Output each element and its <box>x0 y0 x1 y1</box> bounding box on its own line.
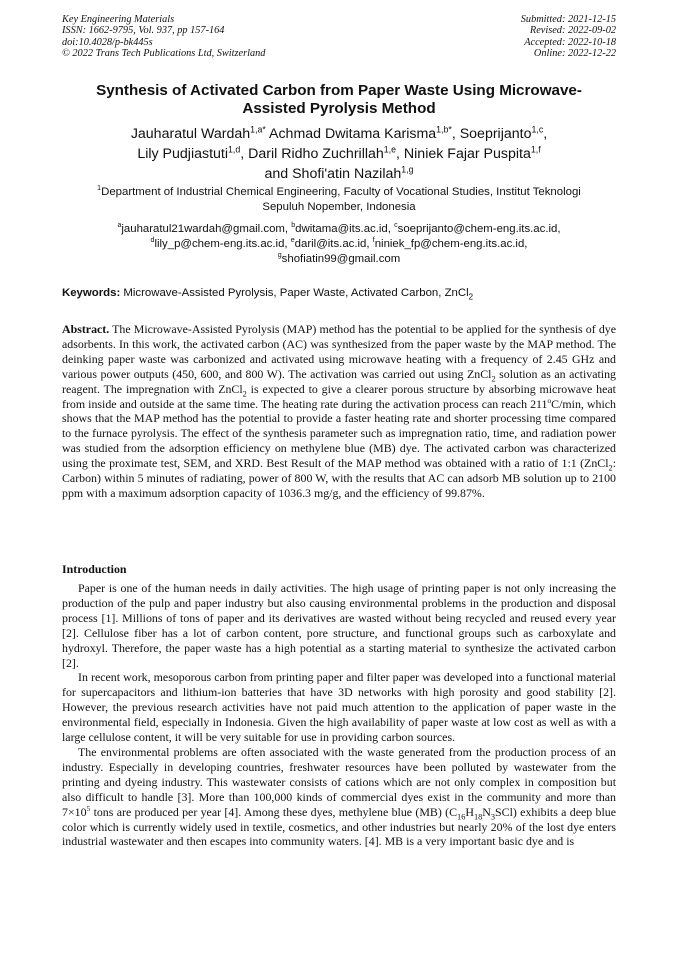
date-online: Online: 2022-12-22 <box>533 47 616 59</box>
paragraph-text: H <box>465 804 474 819</box>
email-address[interactable]: shofiatin99@gmail.com <box>281 253 401 265</box>
email-mark: g <box>277 252 282 260</box>
author-affil-mark: 1,f <box>530 144 541 155</box>
author-name: Achmad Dwitama Karisma <box>269 126 437 142</box>
affiliation-mark: 1 <box>97 185 102 193</box>
formula-subscript: 18 <box>473 811 483 821</box>
email-mark: f <box>372 237 375 245</box>
author-line-2 <box>62 144 616 164</box>
title-line-2: Assisted Pyrolysis Method <box>242 100 436 117</box>
email-address[interactable]: soeprijanto@chem-eng.its.ac.id <box>397 223 558 235</box>
email-mark: e <box>290 237 295 245</box>
paragraph: Paper is one of the human needs in daily activities. The high usage of printing paper is not only increasing the production of the pulp and paper industry but also causing environmental problems in the production and disposal process [1]. Millions of tons of paper and its derivatives are wasted without being recycled and reused every year [2]. Cellulose fiber has a lot of carbon content, pore structure, and functional groups such as carboxylate and hydroxyl. Therefore, the paper waste has a high potential as a starting material to synthesize the activated carbon [2]. <box>62 581 616 670</box>
formula-subscript: 16 <box>457 811 466 821</box>
paper-title <box>62 82 616 118</box>
email-address[interactable]: jauharatul21wardah@gmail.com <box>121 223 285 235</box>
author-name: Soeprijanto <box>459 126 532 142</box>
email-address[interactable]: lily_p@chem-eng.its.ac.id <box>154 238 285 250</box>
author-affil-mark: 1,d <box>228 144 241 155</box>
author-list <box>62 124 616 184</box>
submission-dates <box>521 14 616 59</box>
date-submitted: Submitted: 2021-12-15 <box>520 14 616 25</box>
email-list: $^a$jauharatul21wardah@gmail.com, $^b$dwitama@its.ac.id, $^c$soeprijanto@chem-eng.its.ac.id, $^d$lily_p@chem-eng.its.ac.id, $^e$daril@its.ac.id, $^f$niniek_fp@chem-eng.its.ac.id, $^g$shofiatin99@gmail.com <box>117 222 561 265</box>
abstract-text: solution as an activating reagent. The impregnation with ZnCl <box>62 366 616 396</box>
author-separator: , <box>451 126 460 142</box>
author-separator: , <box>543 126 548 142</box>
journal-doi: doi:10.4028/p-bk445s <box>62 36 153 48</box>
abstract-label: Abstract. <box>62 322 110 336</box>
author-name: Niniek Fajar Puspita <box>403 146 531 162</box>
abstract-text: The Microwave-Assisted Pyrolysis (MAP) method has the potential to be applied for the synthesis of dye adsorbents. In this work, the activated carbon (AC) was synthesized from the paper waste by the MAP method. The deinking paper waste was carbonized and activated using microwave heating with a frequency of 2.45 GHz and various power outputs (450, 600, and 800 W). The activation was carried out using ZnCl <box>62 322 616 381</box>
author-name: Jauharatul Wardah <box>130 126 251 142</box>
email-address[interactable]: dwitama@its.ac.id <box>295 223 388 235</box>
section-heading-introduction: Introduction <box>62 562 127 576</box>
abstract-subscript: 2 <box>242 389 247 398</box>
journal-copyright: © 2022 Trans Tech Publications Ltd, Switzerland <box>62 47 266 59</box>
introduction-body <box>62 581 616 849</box>
journal-issn: ISSN: 1662-9795, Vol. 937, pp 157-164 <box>62 25 225 37</box>
email-mark: d <box>150 237 155 245</box>
author-name: Shofi'atin Nazilah <box>292 166 402 182</box>
paragraph-text: tons are produced per year [4]. Among these dyes, methylene blue (MB) (C <box>93 804 458 819</box>
keywords-text: Microwave-Assisted Pyrolysis, Paper Waste, Activated Carbon, ZnCl <box>123 287 469 299</box>
author-separator: , <box>240 146 249 162</box>
email-address[interactable]: niniek_fp@chem-eng.its.ac.id <box>374 238 525 250</box>
email-mark: b <box>291 222 296 230</box>
paragraph: In recent work, mesoporous carbon from printing paper and filter paper was developed into a functional material for supercapacitors and lithium-ion batteries that have 3D networks with high porosity and good stability [2]. However, the previous research activities have not paid much attention to the application of paper waste in the environmental field, especially in Indonesia. Given the high availability of paper waste at low cost as well as with a large cellulose content, it will be very suitable for use in providing carbon sources. <box>62 670 616 745</box>
abstract-superscript: o <box>547 395 552 405</box>
abstract <box>62 322 616 501</box>
paragraph-text: SCl) exhibits a deep blue color which is currently widely used in textile, cosmetics, and other industries but nearly 20% of the lost dye enters industrial wastewater and then escapes into community waters. [4]. MB is a very important basic dye and is <box>62 804 616 849</box>
author-affil-mark: 1,b* <box>436 124 452 135</box>
abstract-subscript: 2 <box>491 374 496 384</box>
abstract-text: C/min, which shows that the MAP method has the potential to provide a faster heating rate and shorter processing time compared to the furnace pyrolysis. The effect of the synthesis parameter such as impregnation ratio, time, and radiation power was studied from the adsorption efficiency on methylene blue (MB) dye. The activated carbon was characterized using the proximate test, SEM, and XRD. Best Result of the MAP method was obtained with a ratio of 1:1 (ZnCl <box>62 396 616 471</box>
date-revised: Revised: 2022-09-02 <box>529 25 616 37</box>
journal-info <box>62 14 265 59</box>
keywords-label: Keywords: <box>62 287 121 299</box>
paragraph <box>62 745 616 849</box>
keywords-subscript: 2 <box>468 292 474 302</box>
email-mark: a <box>117 222 122 230</box>
keywords <box>62 286 616 301</box>
formula-subscript: 3 <box>490 811 496 821</box>
author-affil-mark: 1,a* <box>250 124 266 135</box>
abstract-subscript: 2 <box>608 463 613 473</box>
paragraph-text: The environmental problems are often associated with the waste generated from the production process of an industry. Especially in developing countries, freshwater resources have been polluted by wastewater from the printing and dyeing industry. This wastewater consists of cations which are not only complex in composition but also difficult to handle [3]. More than 100,000 kinds of commercial dyes exist in the community and more than 7×10 <box>62 744 616 819</box>
affiliation-line-1: Department of Industrial Chemical Engineering, Faculty of Vocational Studies, Institut Teknologi <box>101 186 581 198</box>
paragraph-text: N <box>482 804 491 819</box>
author-line-3 <box>62 164 616 184</box>
author-affil-mark: 1,c <box>531 124 544 135</box>
affiliation <box>62 185 616 215</box>
title-line-1: Synthesis of Activated Carbon from Paper Waste Using Microwave- <box>96 82 582 99</box>
author-name: Lily Pudjiastuti <box>137 146 229 162</box>
author-affil-mark: 1,g <box>401 164 414 175</box>
author-and: and <box>264 166 293 182</box>
paragraph-superscript: 5 <box>86 803 91 813</box>
date-accepted: Accepted: 2022-10-18 <box>524 36 616 48</box>
email-mark: c <box>394 222 398 230</box>
journal-name: Key Engineering Materials <box>62 14 175 25</box>
author-affil-mark: 1,e <box>383 144 397 155</box>
author-line-1 <box>62 124 616 144</box>
affiliation-line-2: Sepuluh Nopember, Indonesia <box>262 201 416 213</box>
author-separator: , <box>396 146 404 162</box>
abstract-text: is expected to give a clearer porous structure by absorbing microwave heat from inside and outside at the same time. The heating rate during the activation process can reach 211 <box>62 381 616 411</box>
email-address[interactable]: daril@its.ac.id <box>294 238 367 250</box>
abstract-text: : Carbon) within 5 minutes of radiating, power of 800 W, with the results that AC can adsorb MB solution up to 2100 ppm with a maximum adsorption capacity of 1036.3 mg/g, and the efficiency of 99.87%. <box>62 456 616 500</box>
author-name: Daril Ridho Zuchrillah <box>248 146 384 162</box>
